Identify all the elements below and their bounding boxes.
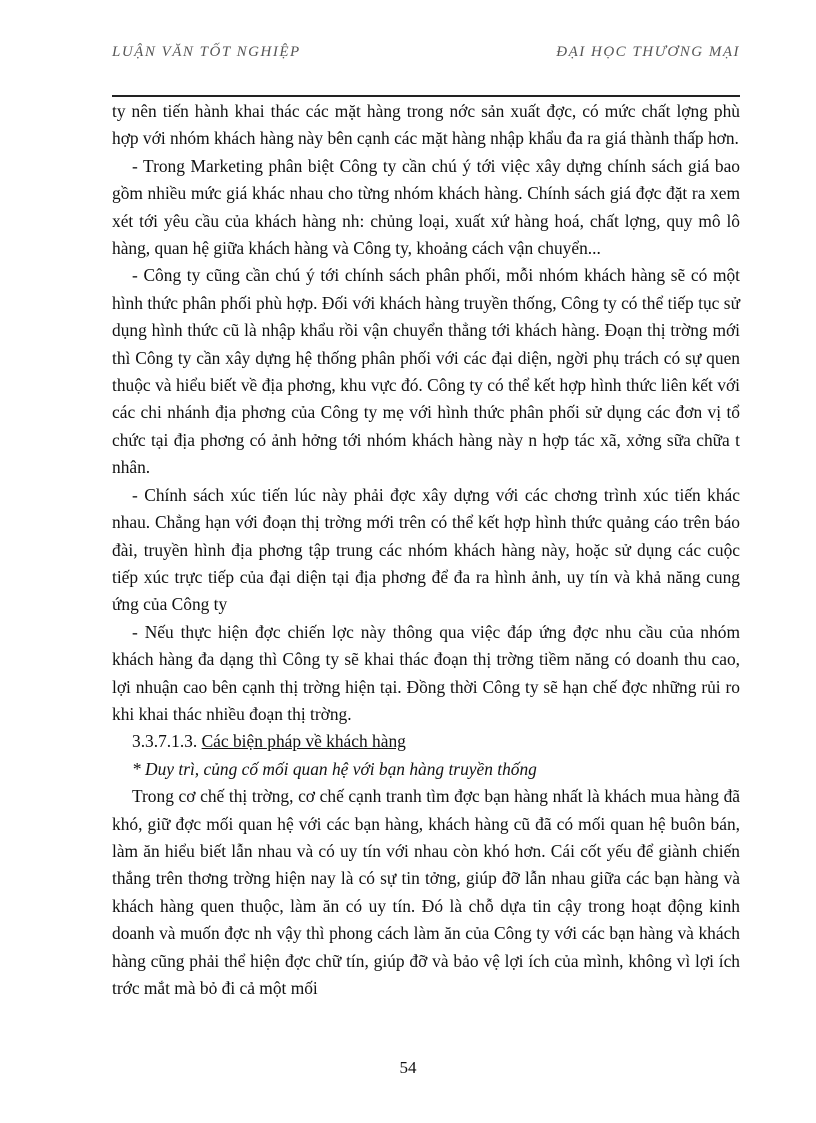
paragraph-pricing-policy: - Trong Marketing phân biệt Công ty cần chú ý tới việc xây dựng chính sách giá bao gồm nhiều mức giá khác nhau cho từng nhóm khách hàng. Chính sách giá đợc đặt ra xem xét tới yêu cầu của khách hàng nh: chủng loại, xuất xứ hàng hoá, chất lợng, quy mô lô hàng, quan hệ giữa khách hàng và Công ty, khoảng cách vận chuyển... [112,155,740,259]
section-number: 3.3.7.1.3. [132,731,198,752]
section-title: Các biện pháp về khách hàng [201,731,406,752]
subheading: * Duy trì, củng cố mối quan hệ với bạn hàng truyền thống [132,758,537,779]
header-right-title: ĐẠI HỌC THƯƠNG MẠI [556,44,740,60]
header-left-title: LUẬN VĂN TỐT NGHIỆP [112,44,301,60]
paragraph-promotion-policy: - Chính sách xúc tiến lúc này phải đợc xây dựng với các chơng trình xúc tiến khác nhau. Chẳng hạn với đoạn thị trờng mới trên có thể kết hợp hình thức quảng cáo trên báo đài, truyền hình địa phơng tập trung các nhóm khách hàng này, hoặc sử dụng các cuộc tiếp xúc trực tiếp của đại diện tại địa phơng để đa ra hình ảnh, uy tín và khả năng cung ứng của Công ty [112,484,740,615]
page-header [112,40,740,72]
paragraph-customer-relations: Trong cơ chế thị trờng, cơ chế cạnh tranh tìm đợc bạn hàng nhất là khách mua hàng đã khó, giữ đợc mối quan hệ với các bạn hàng, khách hàng cũ đã có mối quan hệ buôn bán, làm ăn hiểu biết lẫn nhau và có uy tín với nhau còn khó hơn. Cái cốt yếu để giành chiến thắng trên thơng trờng hiện nay là có sự tin tởng, giúp đỡ lẫn nhau giữa các bạn hàng và khách hàng quen thuộc, làm ăn có uy tín. Đó là chỗ dựa tin cậy trong hoạt động kinh doanh và muốn đợc nh vậy thì phong cách làm ăn của Công ty với các bạn hàng và khách hàng cũng phải thể hiện đợc chữ tín, giúp đỡ và bảo vệ lợi ích của mình, không vì lợi ích trớc mắt mà bỏ đi cả một mối [112,786,740,998]
section-heading [112,728,740,755]
paragraph-strategy-result: - Nếu thực hiện đợc chiến lợc này thông qua việc đáp ứng đợc nhu cầu của nhóm khách hàng đa dạng thì Công ty sẽ khai thác đoạn thị trờng tiềm năng có doanh thu cao, lợi nhuận cao bên cạnh thị trờng hiện tại. Đồng thời Công ty sẽ hạn chế đợc những rủi ro khi khai thác nhiều đoạn thị trờng. [112,621,740,724]
document-body [112,98,740,1002]
paragraph-distribution-policy: - Công ty cũng cần chú ý tới chính sách phân phối, mỗi nhóm khách hàng sẽ có một hình thức phân phối phù hợp. Đối với khách hàng truyền thống, Công ty có thể tiếp tục sử dụng hình thức cũ là nhập khẩu rồi vận chuyển thẳng tới khách hàng. Đoạn thị trờng mới thì Công ty cần xây dựng hệ thống phân phối với các đại diện, ngời phụ trách có sự quen thuộc và hiểu biết về địa phơng, khu vực đó. Công ty có thể kết hợp hình thức liên kết với các chi nhánh địa phơng của Công ty mẹ với hình thức phân phối sử dụng các đơn vị tổ chức tại địa phơng có ảnh hởng tới nhóm khách hàng này n hợp tác xã, xởng sữa chữa t nhân. [112,265,740,478]
paragraph-continuation: ty nên tiến hành khai thác các mặt hàng trong nớc sản xuất đợc, có mức chất lợng phù hợp với nhóm khách hàng này bên cạnh các mặt hàng nhập khẩu đa ra giá thành thấp hơn. [112,101,740,149]
page-number: 54 [399,1058,417,1077]
header-divider [112,95,740,97]
